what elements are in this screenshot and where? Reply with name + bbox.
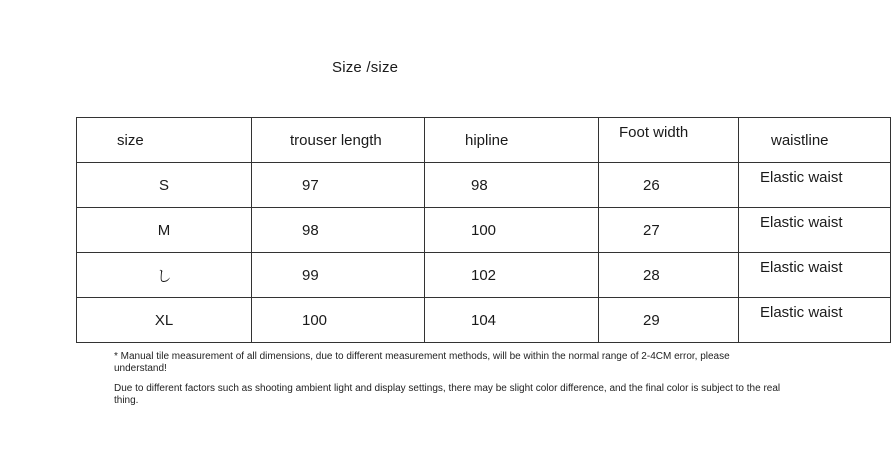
cell-foot-width: 26 xyxy=(599,163,739,208)
header-foot-width: Foot width xyxy=(599,118,739,163)
cell-foot-width: 29 xyxy=(599,298,739,343)
table-row xyxy=(77,298,891,343)
cell-trouser-length: 100 xyxy=(252,298,425,343)
header-trouser-length: trouser length xyxy=(252,118,425,163)
table-row xyxy=(77,163,891,208)
cell-trouser-length: 98 xyxy=(252,208,425,253)
cell-trouser-length: 97 xyxy=(252,163,425,208)
cell-hipline: 102 xyxy=(425,253,599,298)
cell-waistline: Elastic waist xyxy=(739,208,891,253)
cell-waistline: Elastic waist xyxy=(739,298,891,343)
table-row xyxy=(77,253,891,298)
cell-foot-width: 27 xyxy=(599,208,739,253)
page-title: Size /size xyxy=(332,59,399,76)
color-note: Due to different factors such as shooting ambient light and display settings, there may be slight color difference, and the final color is subject to the real thing. xyxy=(114,383,781,406)
cell-trouser-length: 99 xyxy=(252,253,425,298)
notes xyxy=(114,351,784,415)
header-size: size xyxy=(77,118,252,163)
cell-waistline: Elastic waist xyxy=(739,253,891,298)
cell-hipline: 100 xyxy=(425,208,599,253)
cell-size: し xyxy=(77,253,252,298)
measurement-note: * Manual tile measurement of all dimensions, due to different measurement methods, will be within the normal range of 2-4CM error, please understand! xyxy=(114,351,730,374)
table-row xyxy=(77,208,891,253)
cell-size: M xyxy=(77,208,252,253)
cell-size: S xyxy=(77,163,252,208)
cell-hipline: 98 xyxy=(425,163,599,208)
header-hipline: hipline xyxy=(425,118,599,163)
cell-foot-width: 28 xyxy=(599,253,739,298)
cell-waistline: Elastic waist xyxy=(739,163,891,208)
header-waistline: waistline xyxy=(739,118,891,163)
cell-size: XL xyxy=(77,298,252,343)
cell-hipline: 104 xyxy=(425,298,599,343)
table-header-row xyxy=(77,118,891,163)
size-table xyxy=(76,117,891,343)
